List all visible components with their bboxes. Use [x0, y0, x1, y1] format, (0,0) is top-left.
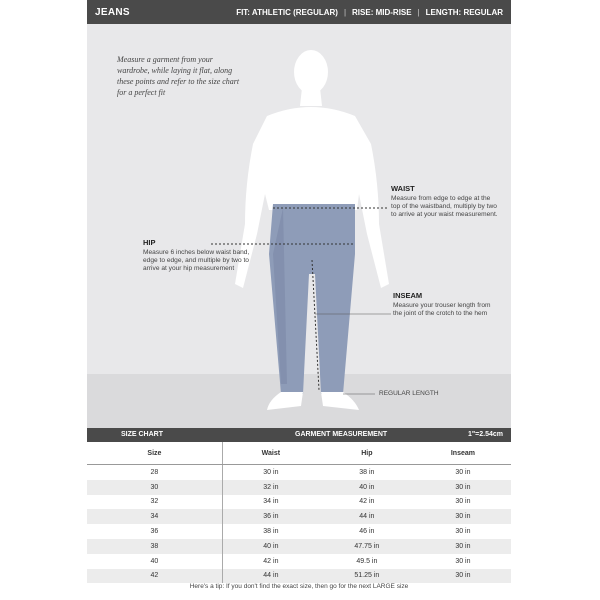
table-cell: 42	[87, 569, 222, 584]
table-row	[87, 465, 511, 480]
garment-measurement-title: GARMENT MEASUREMENT	[295, 431, 388, 438]
hip-description: Measure 6 inches below waist band, edge to edge, and multiple by two to arrive at your hip measurement	[143, 249, 250, 272]
right-foot	[321, 392, 359, 410]
table-cell: 30 in	[415, 480, 511, 495]
table-cell: 49.5 in	[356, 557, 378, 565]
table-cell: 44 in	[222, 569, 319, 584]
table-cell: 36	[87, 524, 222, 539]
table-row	[87, 554, 511, 569]
table-row	[87, 539, 511, 554]
waist-description: Measure from edge to edge at the top of the waistband, multiply by two to arrive at your waist measurement.	[391, 195, 498, 218]
hip-annotation	[143, 239, 255, 273]
table-cell: 36 in	[222, 509, 319, 524]
table-cell: 30 in	[263, 468, 279, 476]
table-cell: 40	[87, 554, 222, 569]
table-cell: 40 in	[319, 480, 415, 495]
table-cell: 38 in	[263, 528, 279, 536]
table-cell: 28	[87, 465, 222, 480]
hip-heading: HIP	[143, 238, 156, 247]
table-cell: 38	[87, 539, 222, 554]
table-cell: 32 in	[222, 480, 319, 495]
table-cell: 30 in	[455, 468, 471, 476]
table-cell: 38 in	[359, 468, 375, 476]
table-cell: 47.75 in	[319, 539, 415, 554]
table-cell: 42 in	[359, 498, 375, 506]
table-cell: 30 in	[415, 569, 511, 584]
waist-heading: WAIST	[391, 184, 415, 193]
inseam-annotation	[393, 292, 493, 318]
size-chart-title: SIZE CHART	[121, 431, 163, 438]
waist-annotation	[391, 185, 501, 219]
size-tip: Here's a tip: If you don't find the exact size, then go for the next LARGE size	[189, 583, 409, 590]
table-cell: 44 in	[319, 509, 415, 524]
table-cell: 34 in	[263, 498, 279, 506]
table-cell: 30 in	[415, 539, 511, 554]
inseam-heading: INSEAM	[393, 291, 423, 300]
table-cell: 32	[87, 495, 222, 510]
table-row	[87, 495, 511, 510]
table-row	[87, 480, 511, 495]
size-chart-header	[87, 428, 511, 442]
table-cell: 51.25 in	[319, 569, 415, 584]
measurement-illustration	[87, 24, 511, 428]
table-cell: 40 in	[222, 539, 319, 554]
column-header: Hip	[319, 442, 415, 465]
regular-length-label: REGULAR LENGTH	[379, 390, 439, 397]
header-bar	[87, 0, 511, 24]
fit-specs	[236, 8, 503, 17]
size-table-body	[87, 465, 511, 584]
product-title: JEANS	[95, 7, 130, 18]
table-cell: 30 in	[415, 509, 511, 524]
table-cell: 46 in	[359, 528, 375, 536]
table-header-row	[87, 442, 511, 465]
left-foot	[267, 392, 303, 410]
neck	[300, 88, 322, 106]
size-table	[87, 442, 511, 583]
table-cell: 30 in	[455, 528, 471, 536]
table-row	[87, 524, 511, 539]
table-cell: 30 in	[455, 498, 471, 506]
separator: |	[343, 8, 347, 17]
conversion-note: 1"=2.54cm	[467, 431, 503, 438]
fit-label: FIT: ATHLETIC (REGULAR)	[236, 8, 338, 17]
head	[294, 50, 328, 94]
length-label: LENGTH: REGULAR	[425, 8, 503, 17]
table-cell: 30	[87, 480, 222, 495]
column-header: Waist	[222, 442, 319, 465]
separator: |	[417, 8, 420, 17]
column-header: Size	[87, 442, 222, 465]
table-row	[87, 569, 511, 584]
intro-text: Measure a garment from your wardrobe, while laying it flat, along these points and refer to the size chart for a perfect fit	[117, 55, 240, 97]
inseam-description: Measure your trouser length from the joint of the crotch to the hem	[393, 302, 491, 317]
table-cell: 42 in	[263, 557, 279, 565]
table-row	[87, 509, 511, 524]
rise-label: RISE: MID-RISE	[352, 8, 412, 17]
table-cell: 30 in	[455, 557, 471, 565]
column-header: Inseam	[415, 442, 511, 465]
size-chart	[87, 428, 511, 583]
table-cell: 34	[87, 509, 222, 524]
